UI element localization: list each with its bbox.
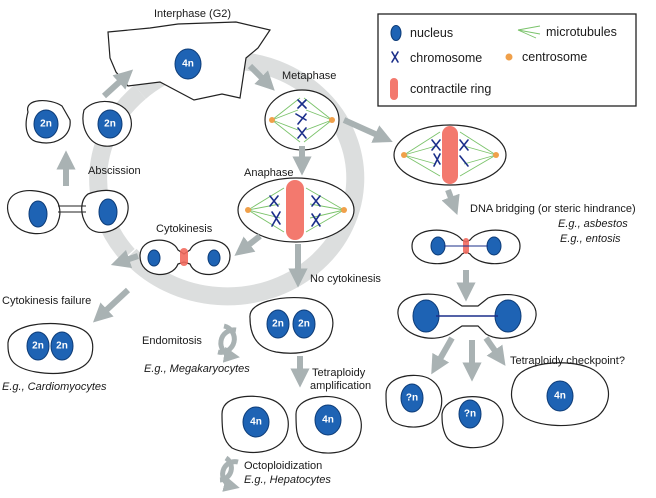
ploidy-label: 2n (272, 318, 284, 330)
checkpoint-tetraploid-cell (512, 363, 609, 426)
abscission-cells (8, 191, 129, 234)
octoploidization-loop (220, 458, 238, 486)
binucleate-cell (250, 298, 333, 354)
cytokinesis-cell (140, 240, 230, 274)
label-anaphase: Anaphase (244, 167, 294, 179)
label-cytokinesis: Cytokinesis (156, 223, 213, 235)
label-octoploidization: Octoploidization (244, 460, 323, 472)
label-tetraploidy-checkpoint: Tetraploidy checkpoint? (510, 355, 625, 367)
ploidy-label: ?n (405, 392, 419, 404)
metaphase-ring-cell (394, 125, 506, 185)
label-interphase: Interphase (G2) (154, 8, 232, 20)
tetraploid-cell-left (222, 396, 288, 452)
unknown-ploidy-cell-right (442, 397, 503, 448)
ploidy-label: 2n (104, 118, 116, 130)
label-entosis: E.g., entosis (560, 233, 621, 245)
arrow-to-cytokinesis-failure (100, 290, 128, 316)
contractile-ring-icon (390, 78, 398, 100)
label-metaphase: Metaphase (282, 70, 337, 82)
label-cardiomyocytes: E.g., Cardiomyocytes (2, 381, 107, 393)
label-tetraploidy-1: Tetraploidy (312, 367, 366, 379)
arrow-anaphase-to-cytokinesis (242, 236, 260, 250)
arrow-to-unknown-left (436, 338, 452, 366)
label-dna-bridging: DNA bridging (or steric hindrance) (470, 203, 636, 215)
arrow-to-dna-bridging (448, 190, 454, 206)
legend-nucleus: nucleus (410, 26, 454, 40)
endomitosis-loop (218, 326, 236, 356)
daughter-cells-2n (26, 101, 131, 147)
ploidy-label: 2n (32, 340, 44, 352)
ploidy-label: 2n (40, 118, 52, 130)
legend-centrosome: centrosome (522, 50, 588, 64)
label-endomitosis: Endomitosis (142, 335, 202, 347)
ploidy-label: 4n (322, 414, 334, 426)
arrow-daughters-to-interphase (104, 76, 126, 96)
legend-contractile-ring: contractile ring (410, 82, 492, 96)
metaphase-cell (265, 90, 339, 150)
ploidy-label: ?n (463, 408, 477, 420)
legend-microtubules: microtubules (546, 25, 617, 39)
anaphase-cell (238, 178, 354, 242)
centrosome-icon (506, 54, 513, 61)
label-cytokinesis-failure: Cytokinesis failure (2, 295, 92, 307)
ploidy-label: 4n (250, 416, 262, 428)
label-no-cytokinesis: No cytokinesis (310, 273, 381, 285)
ploidy-label: 4n (554, 390, 566, 402)
bridged-cell-2 (398, 294, 536, 338)
label-tetraploidy-2: amplification (310, 380, 372, 392)
unknown-ploidy-cell-left (386, 375, 442, 427)
label-asbestos: E.g., asbestos (558, 218, 628, 230)
legend-chromosome: chromosome (410, 51, 483, 65)
arrow-to-checkpoint (486, 338, 500, 358)
label-abscission: Abscission (88, 165, 141, 177)
label-hepatocytes: E.g., Hepatocytes (244, 474, 331, 486)
bridged-cell-1 (412, 230, 520, 264)
tetraploid-cell-right (296, 396, 361, 453)
ploidy-label: 4n (182, 58, 194, 70)
ploidy-label: 2n (298, 318, 310, 330)
ploidy-label: 2n (56, 340, 68, 352)
nucleus-icon (391, 26, 401, 41)
legend (378, 14, 636, 106)
cytokinesis-failure-cell (8, 324, 93, 374)
label-megakaryocytes: E.g., Megakaryocytes (144, 363, 250, 375)
